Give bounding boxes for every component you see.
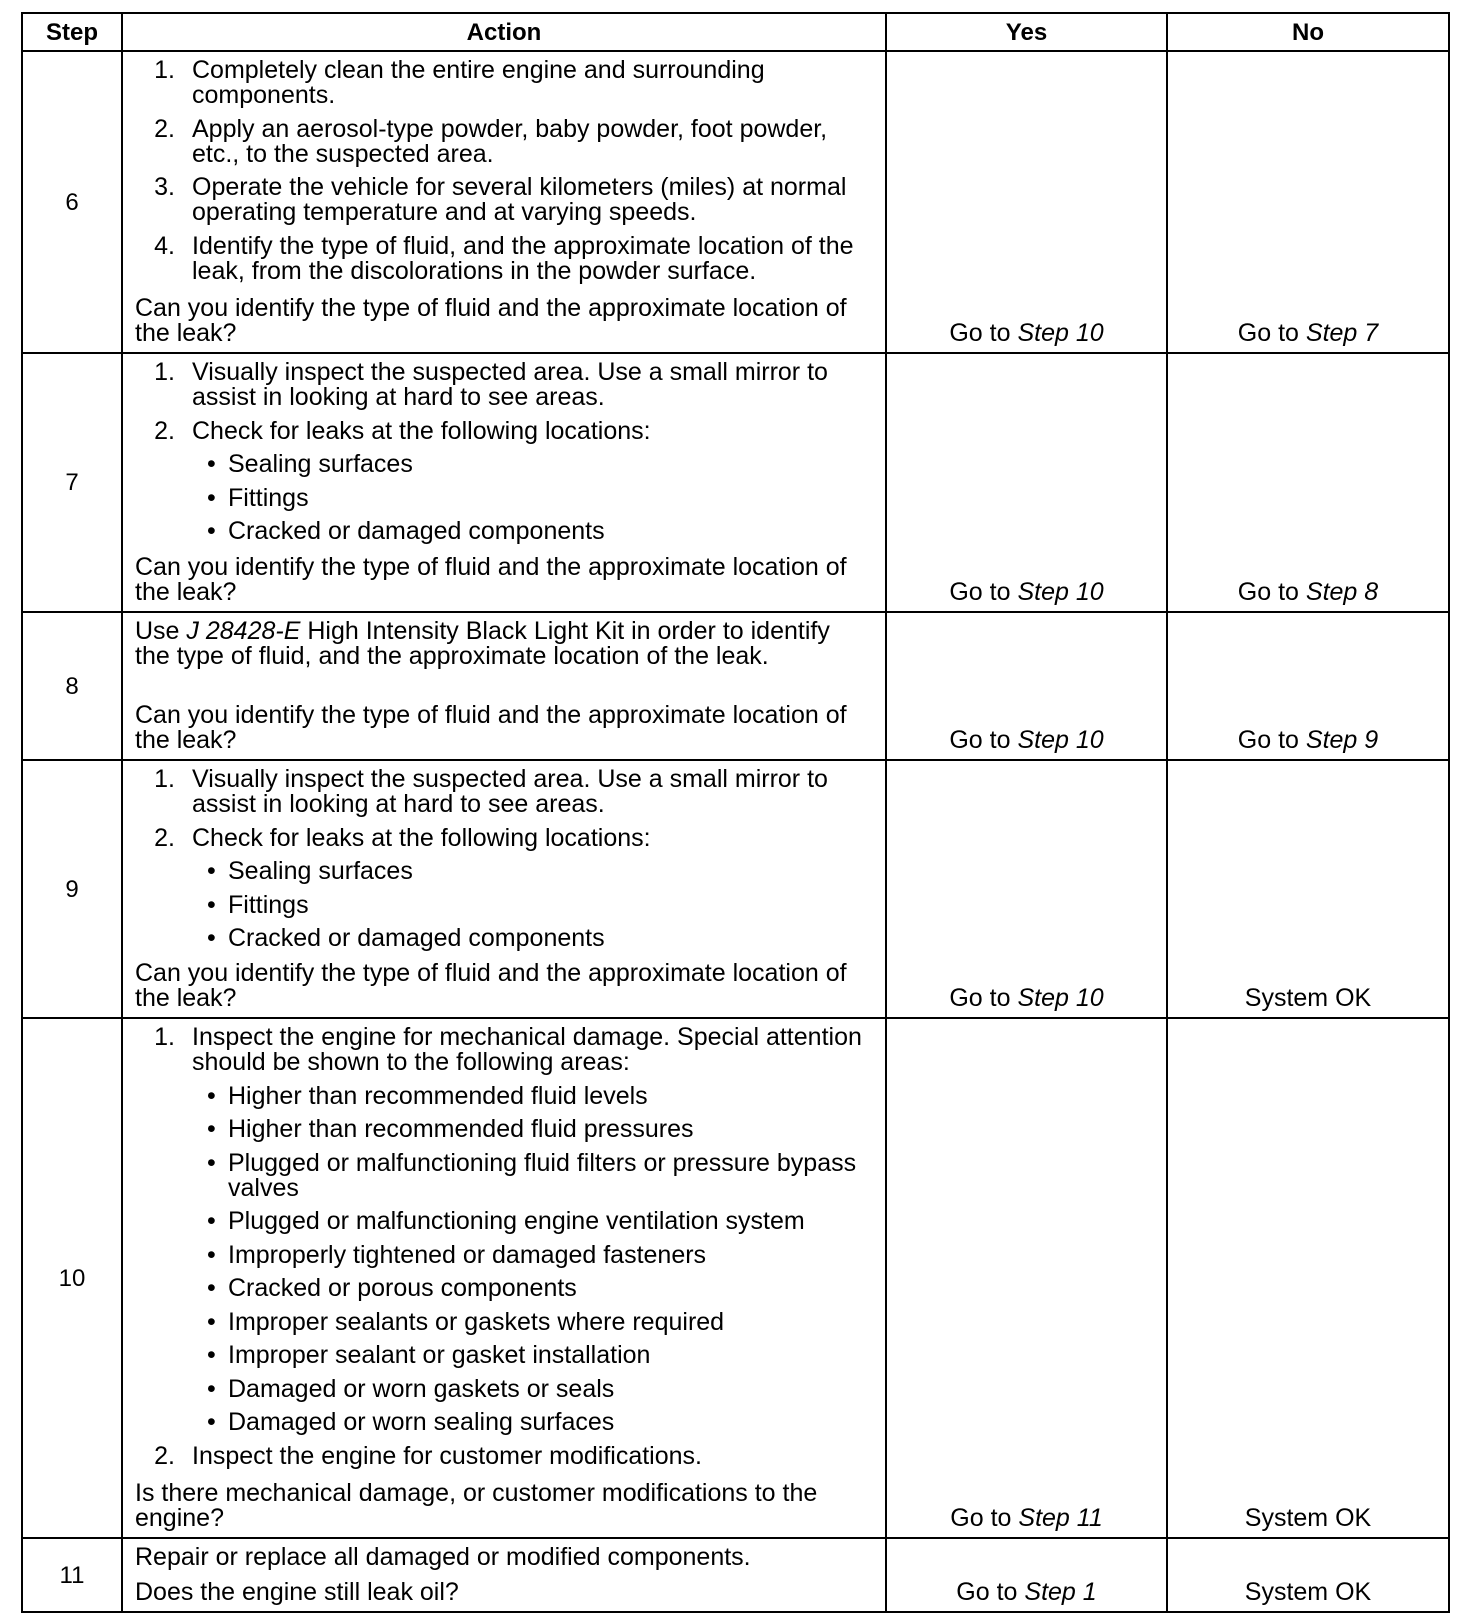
bullet-icon bbox=[207, 1343, 228, 1368]
text-line: Operate the vehicle for several kilometers (miles) at normal bbox=[192, 173, 847, 201]
text-line: should be shown to the following areas: bbox=[192, 1048, 630, 1076]
question-line: Is there mechanical damage, or customer modifications to the bbox=[135, 1479, 818, 1507]
goto-label: Go to bbox=[956, 1578, 1018, 1606]
bullet-item bbox=[207, 1307, 879, 1336]
text-line: Plugged or malfunctioning fluid filters or pressure bypass bbox=[228, 1148, 857, 1177]
action-cell bbox=[123, 1539, 887, 1611]
bullet-icon bbox=[207, 926, 228, 951]
step-number: 11 bbox=[23, 1539, 123, 1611]
action-item bbox=[135, 416, 879, 545]
item-number: 2. bbox=[154, 114, 175, 143]
question-line: engine? bbox=[135, 1504, 224, 1532]
bullet-icon bbox=[207, 1151, 228, 1201]
no-result-text: System OK bbox=[1244, 984, 1372, 1012]
action-cell bbox=[123, 354, 887, 611]
bullet-icon bbox=[207, 1310, 228, 1335]
step-number: 9 bbox=[23, 761, 123, 1017]
step-row-7 bbox=[23, 352, 1448, 611]
question-line: Can you identify the type of fluid and the approximate location of bbox=[135, 959, 847, 987]
action-item bbox=[135, 360, 879, 410]
item-text bbox=[192, 416, 879, 545]
yes-result bbox=[887, 761, 1168, 1017]
text-line: Apply an aerosol-type powder, baby powder, foot powder, bbox=[192, 114, 828, 143]
instruction bbox=[135, 619, 879, 669]
text-line: assist in looking at hard to see areas. bbox=[192, 790, 605, 818]
bullet-item bbox=[207, 1374, 879, 1403]
question bbox=[135, 288, 879, 347]
goto-label: Go to bbox=[949, 319, 1011, 347]
no-result-text: System OK bbox=[1244, 1578, 1372, 1606]
bullet-text bbox=[228, 1374, 615, 1403]
question bbox=[135, 547, 879, 606]
question-line: Can you identify the type of fluid and the approximate location of bbox=[135, 553, 847, 581]
item-text bbox=[192, 175, 879, 225]
text-line: Improper sealant or gasket installation bbox=[228, 1341, 651, 1369]
question-line: Can you identify the type of fluid and the approximate location of bbox=[135, 294, 847, 322]
text-line: Higher than recommended fluid levels bbox=[228, 1081, 648, 1110]
action-cell bbox=[123, 613, 887, 759]
item-text bbox=[192, 767, 879, 817]
action-item bbox=[135, 1025, 879, 1435]
step-reference: Step 7 bbox=[1305, 319, 1379, 347]
bullet-text bbox=[228, 926, 605, 951]
item-number: 2. bbox=[154, 823, 175, 852]
no-result bbox=[1168, 761, 1448, 1017]
bullet-item bbox=[207, 1081, 879, 1110]
text-line: operating temperature and at varying speeds. bbox=[192, 198, 697, 226]
bullet-icon bbox=[207, 1243, 228, 1268]
question-line: the leak? bbox=[135, 984, 237, 1012]
bullet-text bbox=[228, 452, 413, 477]
step-reference: Step 10 bbox=[1017, 578, 1104, 606]
action-item bbox=[135, 175, 879, 225]
goto-label: Go to bbox=[1237, 578, 1299, 606]
text-line: Check for leaks at the following locations: bbox=[192, 416, 651, 445]
text-line: valves bbox=[228, 1173, 299, 1202]
text-line: Identify the type of fluid, and the approximate location of the bbox=[192, 231, 854, 260]
step-reference: Step 10 bbox=[1017, 319, 1104, 347]
instruction-post: High Intensity Black Light Kit in order to identify bbox=[307, 617, 830, 645]
bullet-item bbox=[207, 1276, 879, 1301]
action-item bbox=[135, 58, 879, 108]
action-item bbox=[135, 823, 879, 952]
text-line: Inspect the engine for customer modifications. bbox=[192, 1441, 702, 1470]
question-line: Can you identify the type of fluid and the approximate location of bbox=[135, 701, 847, 729]
no-result bbox=[1168, 52, 1448, 352]
bullet-item bbox=[207, 1410, 879, 1435]
question bbox=[135, 1572, 879, 1606]
tool-number: J 28428-E bbox=[186, 617, 301, 645]
bullet-text bbox=[228, 1240, 707, 1269]
text-line: Improperly tightened or damaged fasteners bbox=[228, 1240, 707, 1269]
question bbox=[135, 695, 879, 754]
header-action: Action bbox=[123, 14, 887, 50]
item-number: 2. bbox=[154, 1441, 175, 1470]
goto-label: Go to bbox=[1237, 726, 1299, 754]
header-row bbox=[23, 14, 1448, 50]
header-no: No bbox=[1292, 18, 1324, 46]
text-line: components. bbox=[192, 81, 336, 109]
bullet-item bbox=[207, 1209, 879, 1234]
bullet-item bbox=[207, 1240, 879, 1269]
question bbox=[135, 1473, 879, 1532]
step-reference: Step 8 bbox=[1305, 578, 1379, 606]
bullet-text bbox=[228, 1209, 805, 1234]
step-number: 8 bbox=[23, 613, 123, 759]
text-line: Completely clean the entire engine and surrounding bbox=[192, 56, 765, 84]
yes-result bbox=[887, 354, 1168, 611]
bullet-text bbox=[228, 890, 309, 919]
yes-result-text bbox=[949, 986, 1103, 1011]
action-cell bbox=[123, 761, 887, 1017]
item-number: 1. bbox=[154, 1023, 175, 1051]
text-line: Cracked or damaged components bbox=[228, 517, 605, 545]
step-row-8 bbox=[23, 611, 1448, 759]
no-result bbox=[1168, 354, 1448, 611]
text-line: Fittings bbox=[228, 890, 309, 919]
step-reference: Step 10 bbox=[1017, 726, 1104, 754]
no-result bbox=[1168, 613, 1448, 759]
step-row-6 bbox=[23, 50, 1448, 352]
bullet-icon bbox=[207, 1377, 228, 1402]
text-line: Check for leaks at the following locations: bbox=[192, 823, 651, 852]
goto-label: Go to bbox=[1237, 319, 1299, 347]
yes-result-text bbox=[949, 321, 1103, 346]
step-reference: Step 1 bbox=[1024, 1578, 1097, 1606]
text-line: Fittings bbox=[228, 483, 309, 512]
no-result-text: System OK bbox=[1244, 1504, 1372, 1532]
no-result-text bbox=[1238, 728, 1378, 753]
bullet-text bbox=[228, 859, 413, 884]
text-line: leak, from the discolorations in the powder surface. bbox=[192, 256, 757, 285]
yes-result-text bbox=[949, 580, 1103, 605]
bullet-item bbox=[207, 890, 879, 919]
item-text bbox=[192, 231, 879, 285]
no-result bbox=[1168, 1019, 1448, 1537]
text-line: Visually inspect the suspected area. Use a small mirror to bbox=[192, 358, 828, 386]
goto-label: Go to bbox=[949, 726, 1011, 754]
step-reference: Step 9 bbox=[1305, 726, 1379, 754]
bullet-icon bbox=[207, 859, 228, 884]
bullet-text bbox=[228, 483, 309, 512]
header-yes: Yes bbox=[887, 14, 1168, 50]
text-line: Visually inspect the suspected area. Use a small mirror to bbox=[192, 765, 828, 793]
text-line: Improper sealants or gaskets where required bbox=[228, 1307, 725, 1336]
yes-result bbox=[887, 52, 1168, 352]
action-item bbox=[135, 767, 879, 817]
text-line: Damaged or worn gaskets or seals bbox=[228, 1374, 615, 1403]
instruction bbox=[135, 1545, 879, 1570]
bullet-text bbox=[228, 519, 605, 544]
yes-result-text bbox=[949, 728, 1103, 753]
bullet-item bbox=[207, 1148, 879, 1202]
bullet-icon bbox=[207, 452, 228, 477]
diagnostic-table bbox=[21, 12, 1450, 1613]
item-number: 1. bbox=[154, 765, 175, 793]
item-text bbox=[192, 1441, 879, 1470]
item-text bbox=[192, 58, 879, 108]
bullet-item bbox=[207, 859, 879, 884]
bullet-icon bbox=[207, 1117, 228, 1142]
bullet-text bbox=[228, 1410, 614, 1435]
bullet-text bbox=[228, 1148, 857, 1202]
bullet-text bbox=[228, 1307, 725, 1336]
no-result-text bbox=[1238, 580, 1378, 605]
step-row-11 bbox=[23, 1537, 1448, 1611]
bullet-icon bbox=[207, 893, 228, 918]
bullet-icon bbox=[207, 1209, 228, 1234]
action-cell bbox=[123, 1019, 887, 1537]
goto-label: Go to bbox=[950, 1504, 1012, 1532]
text-line: the type of fluid, and the approximate location of the leak. bbox=[135, 642, 769, 670]
no-result bbox=[1168, 1539, 1448, 1611]
text-line: Sealing surfaces bbox=[228, 857, 413, 885]
bullet-icon bbox=[207, 486, 228, 511]
item-number: 1. bbox=[154, 358, 175, 386]
text-line: Higher than recommended fluid pressures bbox=[228, 1115, 694, 1143]
item-number: 3. bbox=[154, 173, 175, 201]
yes-result-text bbox=[956, 1580, 1096, 1605]
step-reference: Step 10 bbox=[1017, 984, 1104, 1012]
text-line: Cracked or porous components bbox=[228, 1274, 577, 1302]
header-step: Step bbox=[23, 14, 123, 50]
action-cell bbox=[123, 52, 887, 352]
bullet-item bbox=[207, 926, 879, 951]
step-row-10 bbox=[23, 1017, 1448, 1537]
step-number: 6 bbox=[23, 52, 123, 352]
text-line: etc., to the suspected area. bbox=[192, 139, 494, 168]
item-number: 2. bbox=[154, 416, 175, 445]
bullet-icon bbox=[207, 1410, 228, 1435]
text-line: assist in looking at hard to see areas. bbox=[192, 383, 605, 411]
question-line: the leak? bbox=[135, 726, 237, 754]
text-line: Inspect the engine for mechanical damage. Special attention bbox=[192, 1023, 862, 1051]
bullet-icon bbox=[207, 519, 228, 544]
bullet-icon bbox=[207, 1276, 228, 1301]
item-text bbox=[192, 114, 879, 168]
text-line: Sealing surfaces bbox=[228, 450, 413, 478]
item-number: 4. bbox=[154, 231, 175, 260]
instruction-pre: Use bbox=[135, 617, 180, 645]
question-line: the leak? bbox=[135, 319, 237, 347]
bullet-text bbox=[228, 1276, 577, 1301]
step-number: 10 bbox=[23, 1019, 123, 1537]
bullet-text bbox=[228, 1081, 648, 1110]
bullet-item bbox=[207, 452, 879, 477]
bullet-item bbox=[207, 1343, 879, 1368]
step-number: 7 bbox=[23, 354, 123, 611]
yes-result bbox=[887, 1019, 1168, 1537]
goto-label: Go to bbox=[949, 984, 1011, 1012]
item-text bbox=[192, 360, 879, 410]
text-line: Damaged or worn sealing surfaces bbox=[228, 1408, 615, 1436]
yes-result bbox=[887, 613, 1168, 759]
item-text bbox=[192, 823, 879, 952]
bullet-item bbox=[207, 1117, 879, 1142]
question bbox=[135, 953, 879, 1012]
bullet-item bbox=[207, 519, 879, 544]
bullet-text bbox=[228, 1343, 650, 1368]
text-line: Repair or replace all damaged or modified components. bbox=[135, 1543, 751, 1571]
item-text bbox=[192, 1025, 879, 1435]
question-line: the leak? bbox=[135, 578, 237, 606]
bullet-icon bbox=[207, 1084, 228, 1109]
text-line: Cracked or damaged components bbox=[228, 924, 605, 952]
bullet-text bbox=[228, 1117, 694, 1142]
yes-result bbox=[887, 1539, 1168, 1611]
action-item bbox=[135, 114, 879, 168]
text-line: Plugged or malfunctioning engine ventilation system bbox=[228, 1207, 805, 1235]
question-line: Does the engine still leak oil? bbox=[135, 1578, 459, 1606]
text-line bbox=[135, 619, 879, 644]
action-item bbox=[135, 1441, 879, 1470]
no-result-text bbox=[1238, 321, 1378, 346]
yes-result-text bbox=[950, 1506, 1102, 1531]
bullet-item bbox=[207, 483, 879, 512]
step-reference: Step 11 bbox=[1018, 1504, 1103, 1532]
action-item bbox=[135, 231, 879, 285]
item-number: 1. bbox=[154, 56, 175, 84]
goto-label: Go to bbox=[949, 578, 1011, 606]
step-row-9 bbox=[23, 759, 1448, 1017]
